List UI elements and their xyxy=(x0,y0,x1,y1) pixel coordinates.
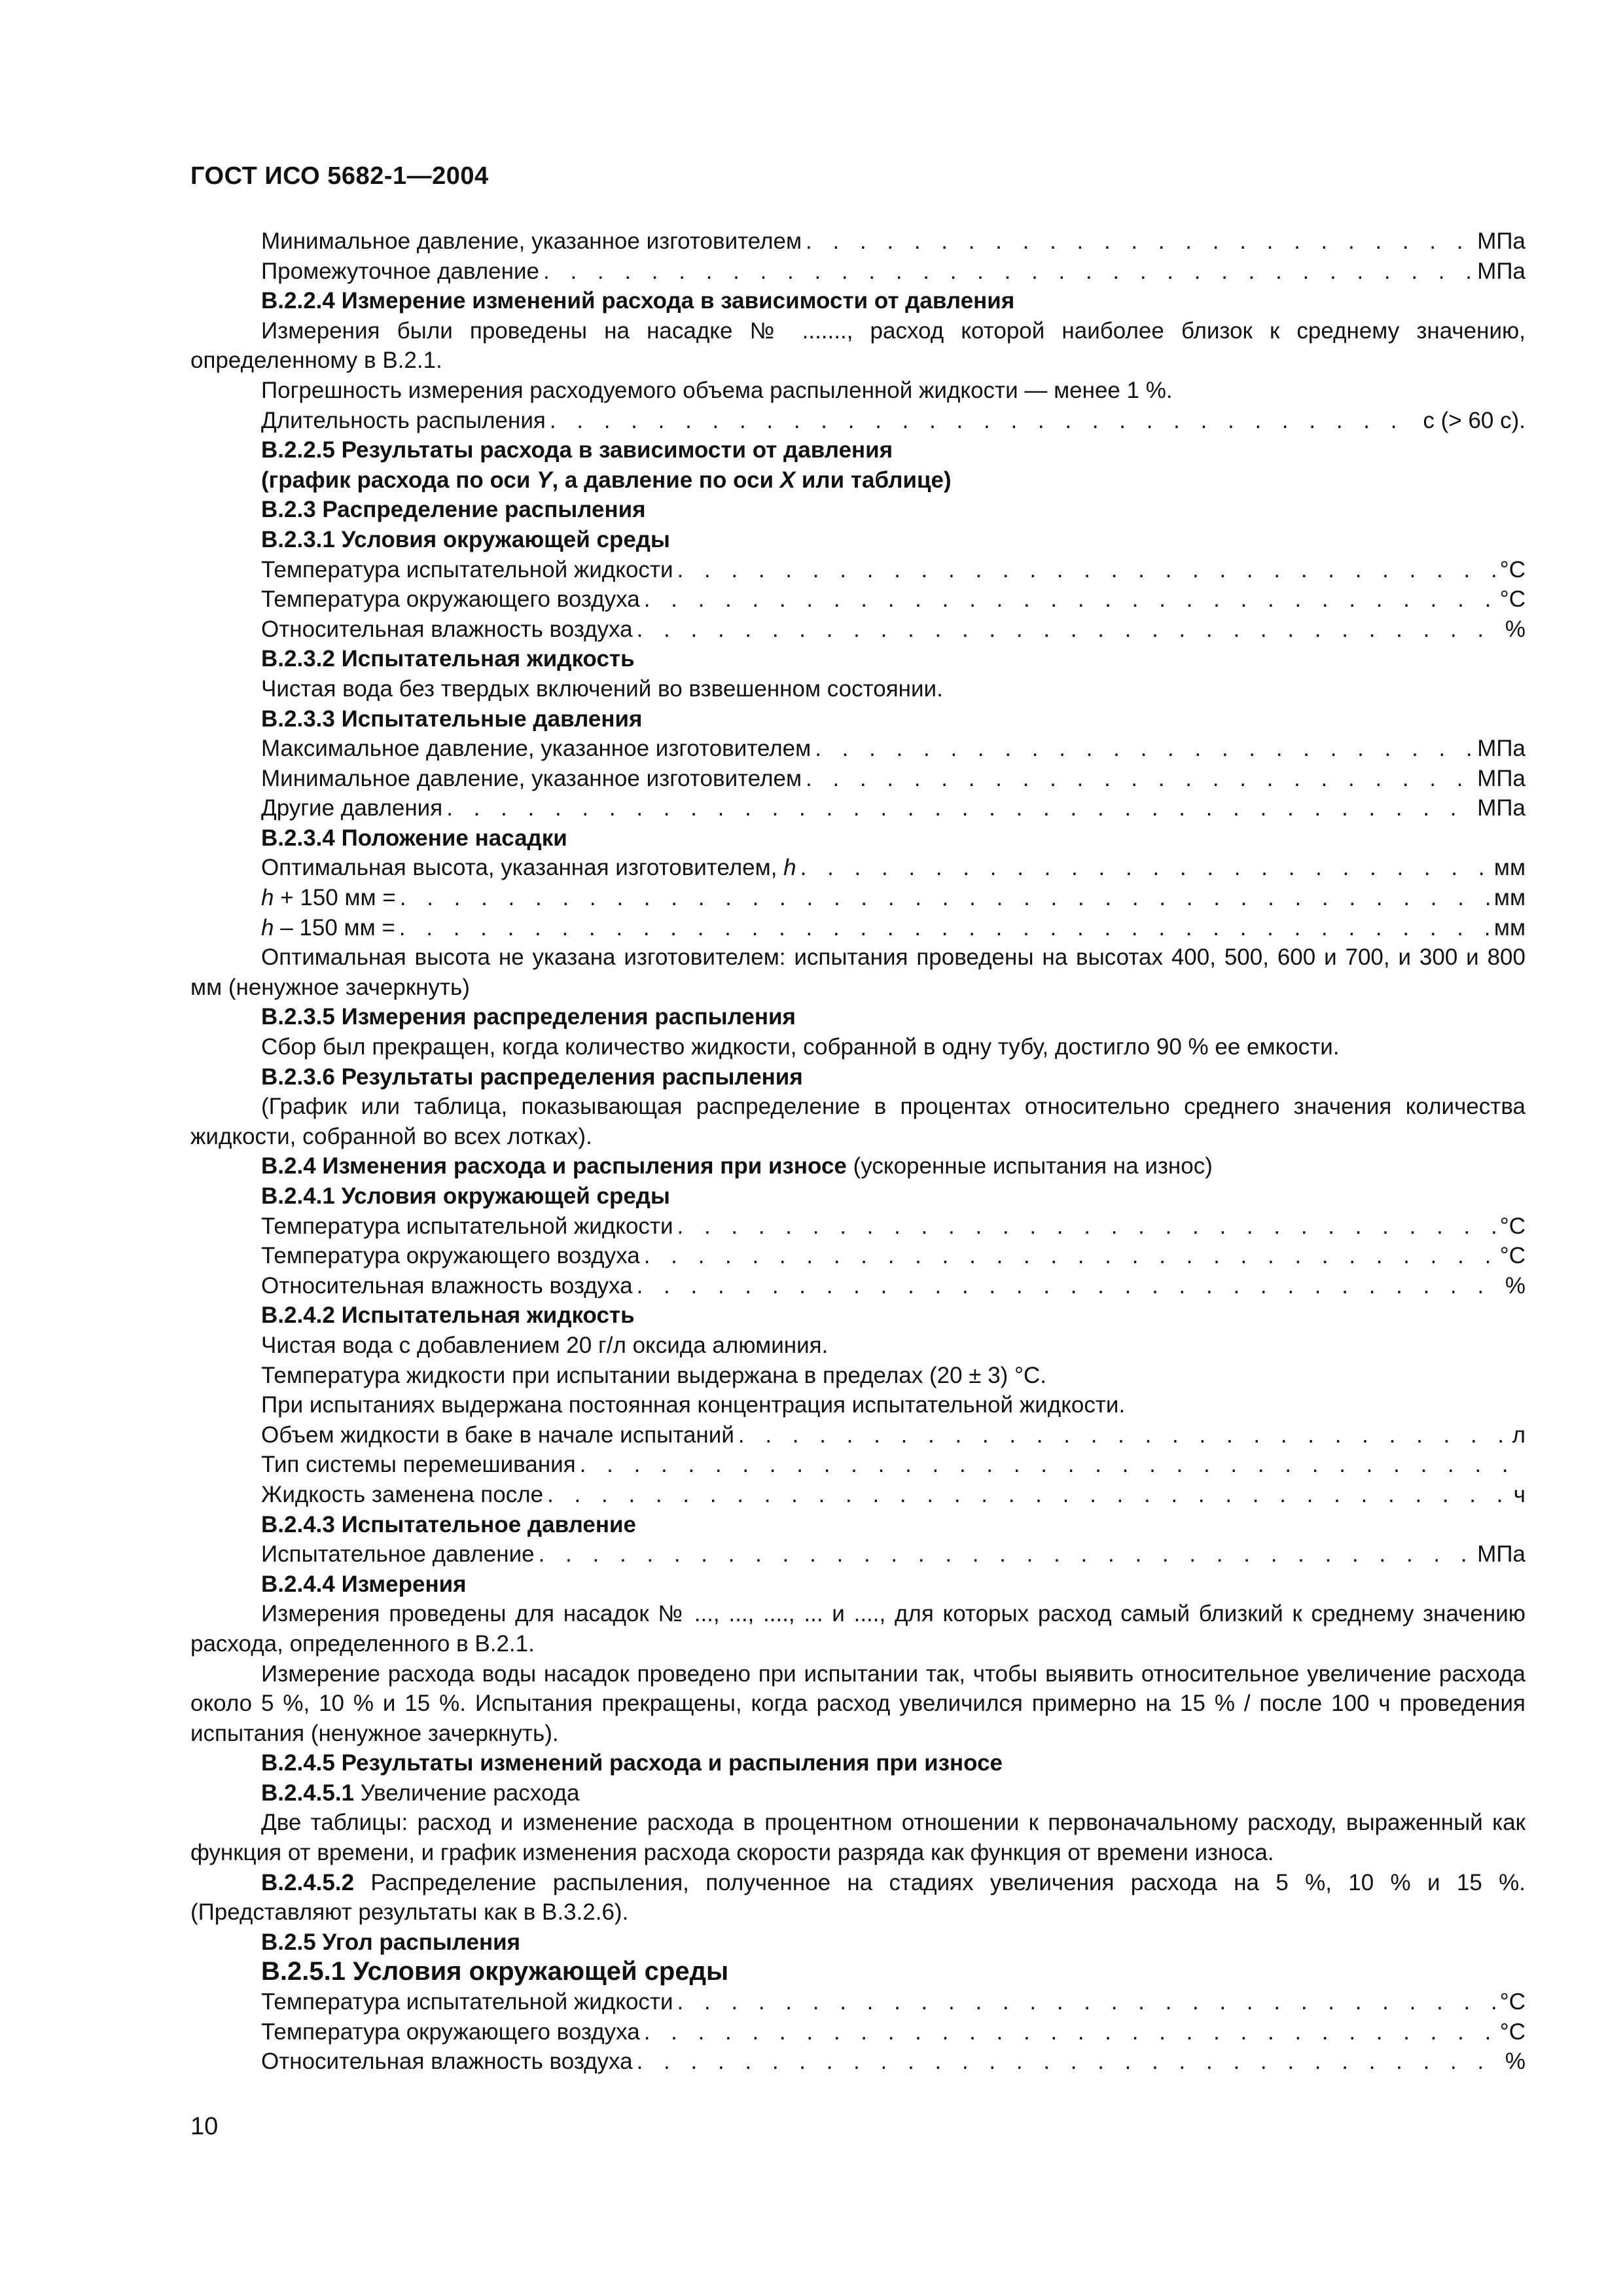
leader-line: Минимальное давление, указанное изготовителем . . . МПа xyxy=(190,764,1525,794)
leader-line: Промежуточное давление . . . МПа xyxy=(190,257,1525,287)
section-heading: (график расхода по оси Y, а давление по оси X или таблице) xyxy=(261,467,952,493)
paragraph: Температура жидкости при испытании выдержана в пределах (20 ± 3) °С. xyxy=(261,1362,1047,1388)
page-body xyxy=(190,226,1525,2077)
leader-line: Температура окружающего воздуха . . . °C xyxy=(190,584,1525,615)
paragraph: Чистая вода с добавлением 20 г/л оксида алюминия. xyxy=(261,1332,829,1358)
leader-line: Длительность распыления . . . с (> 60 с). xyxy=(190,406,1525,436)
section-heading: В.2.5 Угол распыления xyxy=(261,1929,521,1955)
leader-line: Относительная влажность воздуха . . . % xyxy=(190,615,1525,645)
section-heading: В.2.4.4 Измерения xyxy=(261,1571,467,1597)
section-heading: В.2.4.5 Результаты изменений расхода и распыления при износе xyxy=(261,1750,1003,1776)
section-heading: В.2.4.3 Испытательное давление xyxy=(261,1511,636,1537)
leader-line: h + 150 мм = . . . мм xyxy=(190,883,1525,913)
leader-line: Температура окружающего воздуха . . . °C xyxy=(190,2017,1525,2047)
section-heading: В.2.4.1 Условия окружающей среды xyxy=(261,1183,670,1209)
leader-line: Минимальное давление, указанное изготовителем . . . МПа xyxy=(190,226,1525,257)
section-heading: В.2.2.5 Результаты расхода в зависимости от давления xyxy=(261,437,893,463)
paragraph: Измерения проведены для насадок № ..., ..., ...., ... и ...., для которых расход самый близкий к среднему значению расхода, определенного в В.2.1. xyxy=(190,1601,1525,1657)
leader-line: Тип системы перемешивания . . . xyxy=(190,1450,1525,1480)
section-heading: В.2.2.4 Измерение изменений расхода в зависимости от давления xyxy=(261,288,1015,314)
section-heading: В.2.3.3 Испытательные давления xyxy=(261,706,643,732)
paragraph: Сбор был прекращен, когда количество жидкости, собранной в одну тубу, достигло 90 % ее емкости. xyxy=(261,1034,1340,1060)
paragraph: Погрешность измерения расходуемого объема распыленной жидкости — менее 1 %. xyxy=(261,377,1173,403)
section-heading: В.2.3.4 Положение насадки xyxy=(261,825,567,851)
leader-line: Испытательное давление . . . МПа xyxy=(190,1539,1525,1570)
leader-line: Относительная влажность воздуха . . . % xyxy=(190,1271,1525,1301)
paragraph: В.2.4.5.2 Распределение распыления, полученное на стадиях увеличения расхода на 5 %, 10 % и 15 %. (Представляют результаты как в В.3.2.6). xyxy=(190,1869,1525,1926)
section-heading: В.2.4.2 Испытательная жидкость xyxy=(261,1302,635,1329)
section-heading: В.2.4.5.1 Увеличение расхода xyxy=(261,1780,580,1806)
paragraph: (График или таблица, показывающая распределение в процентах относительно среднего значения количества жидкости, собранной во всех лотках). xyxy=(190,1094,1525,1149)
paragraph: Чистая вода без твердых включений во взвешенном состоянии. xyxy=(261,675,943,702)
leader-line: Оптимальная высота, указанная изготовителем, h . . . мм xyxy=(190,853,1525,883)
document-header: ГОСТ ИСО 5682-1—2004 xyxy=(190,162,489,190)
leader-line: Температура испытательной жидкости . . . °C xyxy=(190,1211,1525,1242)
page-number: 10 xyxy=(190,2113,219,2140)
leader-line: Жидкость заменена после . . . ч xyxy=(190,1480,1525,1510)
paragraph: Две таблицы: расход и изменение расхода в процентном отношении к первоначальному расходу, выраженный как функция от времени, и график изменения расхода скорости разряда как функция от времени износа. xyxy=(190,1810,1525,1866)
leader-line: Другие давления . . . МПа xyxy=(190,793,1525,823)
paragraph: Измерения были проведены на насадке № ......., расход которой наиболее близок к среднему значению, определенному в В.2.1. xyxy=(190,317,1525,374)
paragraph: Измерение расхода воды насадок проведено при испытании так, чтобы выявить относительное увеличение расхода около 5 %, 10 % и 15 %. Испытания прекращены, когда расход увеличился примерно на 15 % / после 100 ч проведения испытания (ненужное зачеркнуть). xyxy=(190,1660,1525,1746)
leader-line: Температура испытательной жидкости . . . °C xyxy=(190,1987,1525,2017)
section-heading: В.2.5.1 Условия окружающей среды xyxy=(261,1957,729,1986)
section-heading: В.2.4 Изменения расхода и распыления при износе (ускоренные испытания на износ) xyxy=(261,1153,1213,1179)
section-heading: В.2.3.2 Испытательная жидкость xyxy=(261,646,635,672)
leader-line: Относительная влажность воздуха . . . % xyxy=(190,2047,1525,2077)
leader-line: h – 150 мм = . . . мм xyxy=(190,913,1525,943)
section-heading: В.2.3.1 Условия окружающей среды xyxy=(261,526,670,552)
section-heading: В.2.3 Распределение распыления xyxy=(261,497,646,523)
paragraph: Оптимальная высота не указана изготовителем: испытания проведены на высотах 400, 500, 600 и 700, и 300 и 800 мм (ненужное зачеркнуть) xyxy=(190,944,1525,1000)
paragraph: При испытаниях выдержана постоянная концентрация испытательной жидкости. xyxy=(261,1392,1126,1418)
leader-line: Объем жидкости в баке в начале испытаний . . . л xyxy=(190,1420,1525,1450)
section-heading: В.2.3.6 Результаты распределения распыления xyxy=(261,1064,803,1090)
section-heading: В.2.3.5 Измерения распределения распыления xyxy=(261,1004,796,1030)
leader-line: Температура окружающего воздуха . . . °C xyxy=(190,1241,1525,1271)
leader-line: Температура испытательной жидкости . . . °C xyxy=(190,555,1525,585)
leader-line: Максимальное давление, указанное изготовителем . . . МПа xyxy=(190,734,1525,764)
